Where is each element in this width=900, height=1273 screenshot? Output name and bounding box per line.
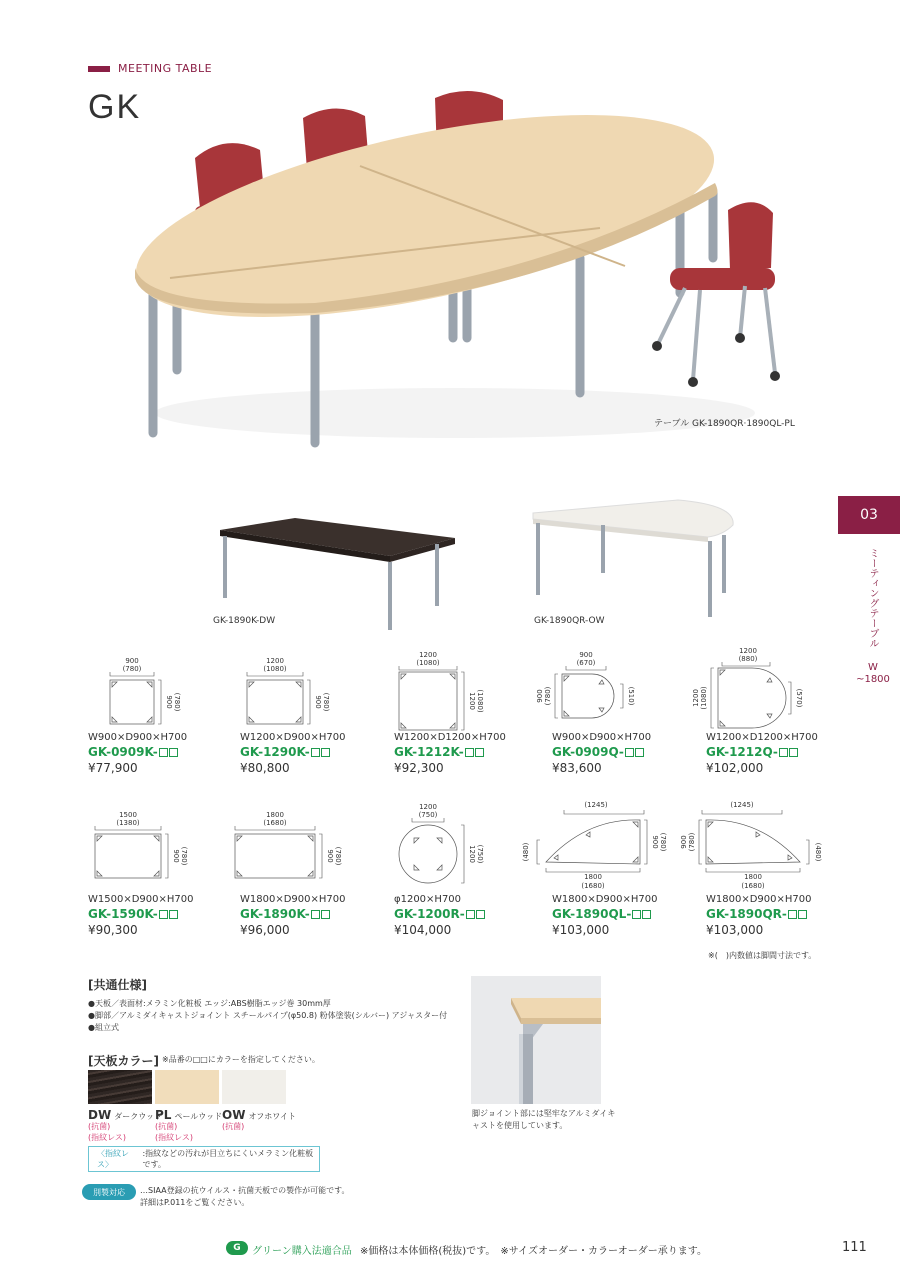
product-gk-1890qr	[706, 892, 856, 937]
product-price: ¥103,000	[706, 923, 764, 937]
leg-joint-caption: 脚ジョイント部には堅牢なアルミダイキャストを使用しています。	[472, 1109, 616, 1130]
custom-order-badge: 別製対応	[82, 1184, 136, 1200]
product-price: ¥103,000	[552, 923, 610, 937]
dim-side-inner: (750)	[476, 844, 484, 864]
custom-order-text: …SIAA登録の抗ウイルス・抗菌天板での製作が可能です。 詳細はP.011をご覧ください。	[140, 1186, 350, 1207]
product-gk-0909k	[88, 730, 238, 775]
dim-side-inner: (780)	[322, 692, 330, 712]
dim-top: 1200	[266, 657, 284, 665]
product-price: ¥92,300	[394, 761, 444, 775]
product-price: ¥80,800	[240, 761, 290, 775]
product-model: GK-1212Q-	[706, 745, 856, 759]
diagram-gk-1890ql	[516, 800, 666, 892]
chapter-tab[interactable]: 03	[838, 496, 900, 534]
swatch-ow	[222, 1070, 286, 1104]
leg-joint-photo	[471, 976, 601, 1104]
product-dimensions: W900×D900×H700	[88, 732, 188, 743]
product-gk-1590k	[88, 892, 238, 937]
dim-side-inner: (1080)	[700, 686, 708, 710]
common-spec-heading: [共通仕様]	[88, 978, 147, 992]
product-dimensions: W1200×D1200×H700	[706, 732, 818, 743]
diagram-gk-1890k	[230, 810, 350, 890]
product-gk-1212q	[706, 730, 856, 775]
diagram-gk-1890qr	[680, 800, 830, 892]
dim-bottom: 1800	[744, 873, 762, 881]
product-gk-1200r	[394, 892, 544, 937]
dim-side-inner: (780)	[659, 832, 667, 852]
dim-top-inner: (750)	[418, 811, 438, 819]
spec-line: ●天板／表面材:メラミン化粧板 エッジ:ABS樹脂エッジ巻 30mm厚	[88, 999, 331, 1008]
product-model: GK-1200R-	[394, 907, 544, 921]
swatch-dw-features: (抗菌) (指紋レス)	[88, 1122, 127, 1142]
product-gk-1890ql	[552, 892, 702, 937]
white-table-caption: GK-1890QR-OW	[534, 616, 605, 626]
product-dimensions: W1500×D900×H700	[88, 894, 194, 905]
swatch-pl-label: PL ペールウッド	[155, 1108, 223, 1122]
swatch-ow-features: (抗菌)	[222, 1122, 245, 1131]
dim-top-inner: (1680)	[263, 819, 287, 827]
white-half-oval-table-photo	[528, 495, 738, 625]
diagram-gk-1212k	[394, 650, 494, 738]
dark-table-caption: GK-1890K-DW	[213, 616, 276, 626]
dim-top-inner: (670)	[576, 659, 596, 667]
dim-side: 900	[651, 835, 659, 849]
dim-side-inner: (780)	[180, 846, 188, 866]
inner-dimension-note: ※( )内数値は脚間寸法です。	[708, 951, 817, 960]
product-dimensions: W1800×D900×H700	[240, 894, 346, 905]
dim-top: 900	[125, 657, 139, 665]
diagram-gk-1212q	[690, 646, 810, 736]
product-gk-1290k	[240, 730, 390, 775]
category-label: MEETING TABLE	[118, 62, 213, 75]
diagram-gk-0909q	[534, 650, 644, 730]
dim-side-inner: (780)	[173, 692, 181, 712]
dim-side-inner: (1080)	[476, 689, 484, 713]
dim-left: (480)	[522, 842, 530, 862]
product-model: GK-1212K-	[394, 745, 544, 759]
dim-side: 1200	[468, 692, 476, 710]
dim-top-inner: (780)	[122, 665, 142, 673]
fingerprint-less-notice	[88, 1146, 320, 1172]
dim-top: 900	[579, 651, 593, 659]
dim-side-inner: (780)	[334, 846, 342, 866]
diagram-gk-1590k	[90, 810, 200, 890]
dim-top: 1800	[266, 811, 284, 819]
dim-top: 1200	[739, 647, 757, 655]
dim-top: (1245)	[584, 801, 608, 809]
top-color-heading: [天板カラー]	[88, 1054, 159, 1068]
footer-note: ※価格は本体価格(税抜)です。 ※サイズオーダー・カラーオーダー承ります。	[360, 1246, 707, 1257]
product-model: GK-1890QL-	[552, 907, 702, 921]
dim-bottom-inner: (1680)	[741, 882, 765, 890]
notice-text: :指紋などの汚れが目立ちにくいメラミン化粧板です。	[142, 1149, 314, 1169]
dim-side: 900	[165, 695, 173, 709]
dim-top: 1200	[419, 651, 437, 659]
product-price: ¥90,300	[88, 923, 138, 937]
dim-top-inner: (1380)	[116, 819, 140, 827]
dim-side: 900	[172, 849, 180, 863]
dim-top: 1200	[419, 803, 437, 811]
dim-side-inner: (780)	[688, 832, 696, 852]
dim-side: 900	[680, 835, 688, 849]
top-color-note: ※品番の□□にカラーを指定してください。	[162, 1055, 320, 1064]
dim-top: (1245)	[730, 801, 754, 809]
dim-right: (480)	[814, 842, 822, 862]
swatch-dw	[88, 1070, 152, 1104]
oval-tabletop	[119, 74, 730, 357]
green-purchase-text: グリーン購入法適合品	[252, 1246, 352, 1257]
diagram-gk-0909k	[90, 656, 190, 736]
product-price: ¥83,600	[552, 761, 602, 775]
dim-bottom: 1800	[584, 873, 602, 881]
product-price: ¥104,000	[394, 923, 452, 937]
spec-line: ●組立式	[88, 1023, 119, 1032]
dim-side-inner: (780)	[544, 686, 552, 706]
dim-top-inner: (880)	[738, 655, 758, 663]
swatch-pl-features: (抗菌) (指紋レス)	[155, 1122, 194, 1142]
product-model: GK-1890QR-	[706, 907, 856, 921]
dim-top-inner: (1080)	[263, 665, 287, 673]
dim-right: (570)	[795, 688, 803, 708]
product-model: GK-0909Q-	[552, 745, 702, 759]
product-price: ¥102,000	[706, 761, 764, 775]
diagram-gk-1200r	[394, 802, 494, 890]
swatch-ow-label: OW オフホワイト	[222, 1108, 296, 1122]
dim-side: 1200	[692, 689, 700, 707]
product-gk-1212k	[394, 730, 544, 775]
chapter-label: ミーティングテーブル	[867, 548, 878, 648]
dim-side: 900	[326, 849, 334, 863]
product-model: GK-1590K-	[88, 907, 238, 921]
green-purchase-logo: G	[226, 1241, 248, 1255]
dim-side: 900	[536, 689, 544, 703]
swatch-pl	[155, 1070, 219, 1104]
dim-side: 900	[314, 695, 322, 709]
dim-bottom-inner: (1680)	[581, 882, 605, 890]
product-model: GK-0909K-	[88, 745, 238, 759]
product-dimensions: φ1200×H700	[394, 894, 462, 905]
dim-top-inner: (1080)	[416, 659, 440, 667]
common-spec-list	[88, 998, 447, 1034]
product-gk-1890k	[240, 892, 390, 937]
notice-tag: 〈指紋レス〉	[97, 1149, 129, 1169]
product-dimensions: W1800×D900×H700	[706, 894, 812, 905]
product-dimensions: W1200×D1200×H700	[394, 732, 506, 743]
main-product-photo	[125, 88, 800, 448]
product-model: GK-1890K-	[240, 907, 390, 921]
main-photo-caption: テーブル GK-1890QR·1890QL-PL	[654, 419, 795, 429]
product-model: GK-1290K-	[240, 745, 390, 759]
product-price: ¥77,900	[88, 761, 138, 775]
product-dimensions: W900×D900×H700	[552, 732, 652, 743]
header-accent-bar	[88, 66, 110, 72]
chapter-range: W ~1800	[856, 662, 890, 685]
product-dimensions: W1200×D900×H700	[240, 732, 346, 743]
page-number: 111	[842, 1240, 867, 1255]
spec-line: ●脚部／アルミダイキャストジョイント スチールパイプ(φ50.8) 粉体塗装(シルバー) アジャスター付	[88, 1011, 448, 1020]
product-gk-0909q	[552, 730, 702, 775]
swatch-dw-label: DW ダークウッド	[88, 1108, 163, 1122]
diagram-gk-1290k	[240, 656, 340, 736]
product-price: ¥96,000	[240, 923, 290, 937]
product-dimensions: W1800×D900×H700	[552, 894, 658, 905]
dim-side: 1200	[468, 845, 476, 863]
dim-right: (510)	[627, 686, 635, 706]
dim-top: 1500	[119, 811, 137, 819]
series-title: GK	[88, 88, 142, 126]
